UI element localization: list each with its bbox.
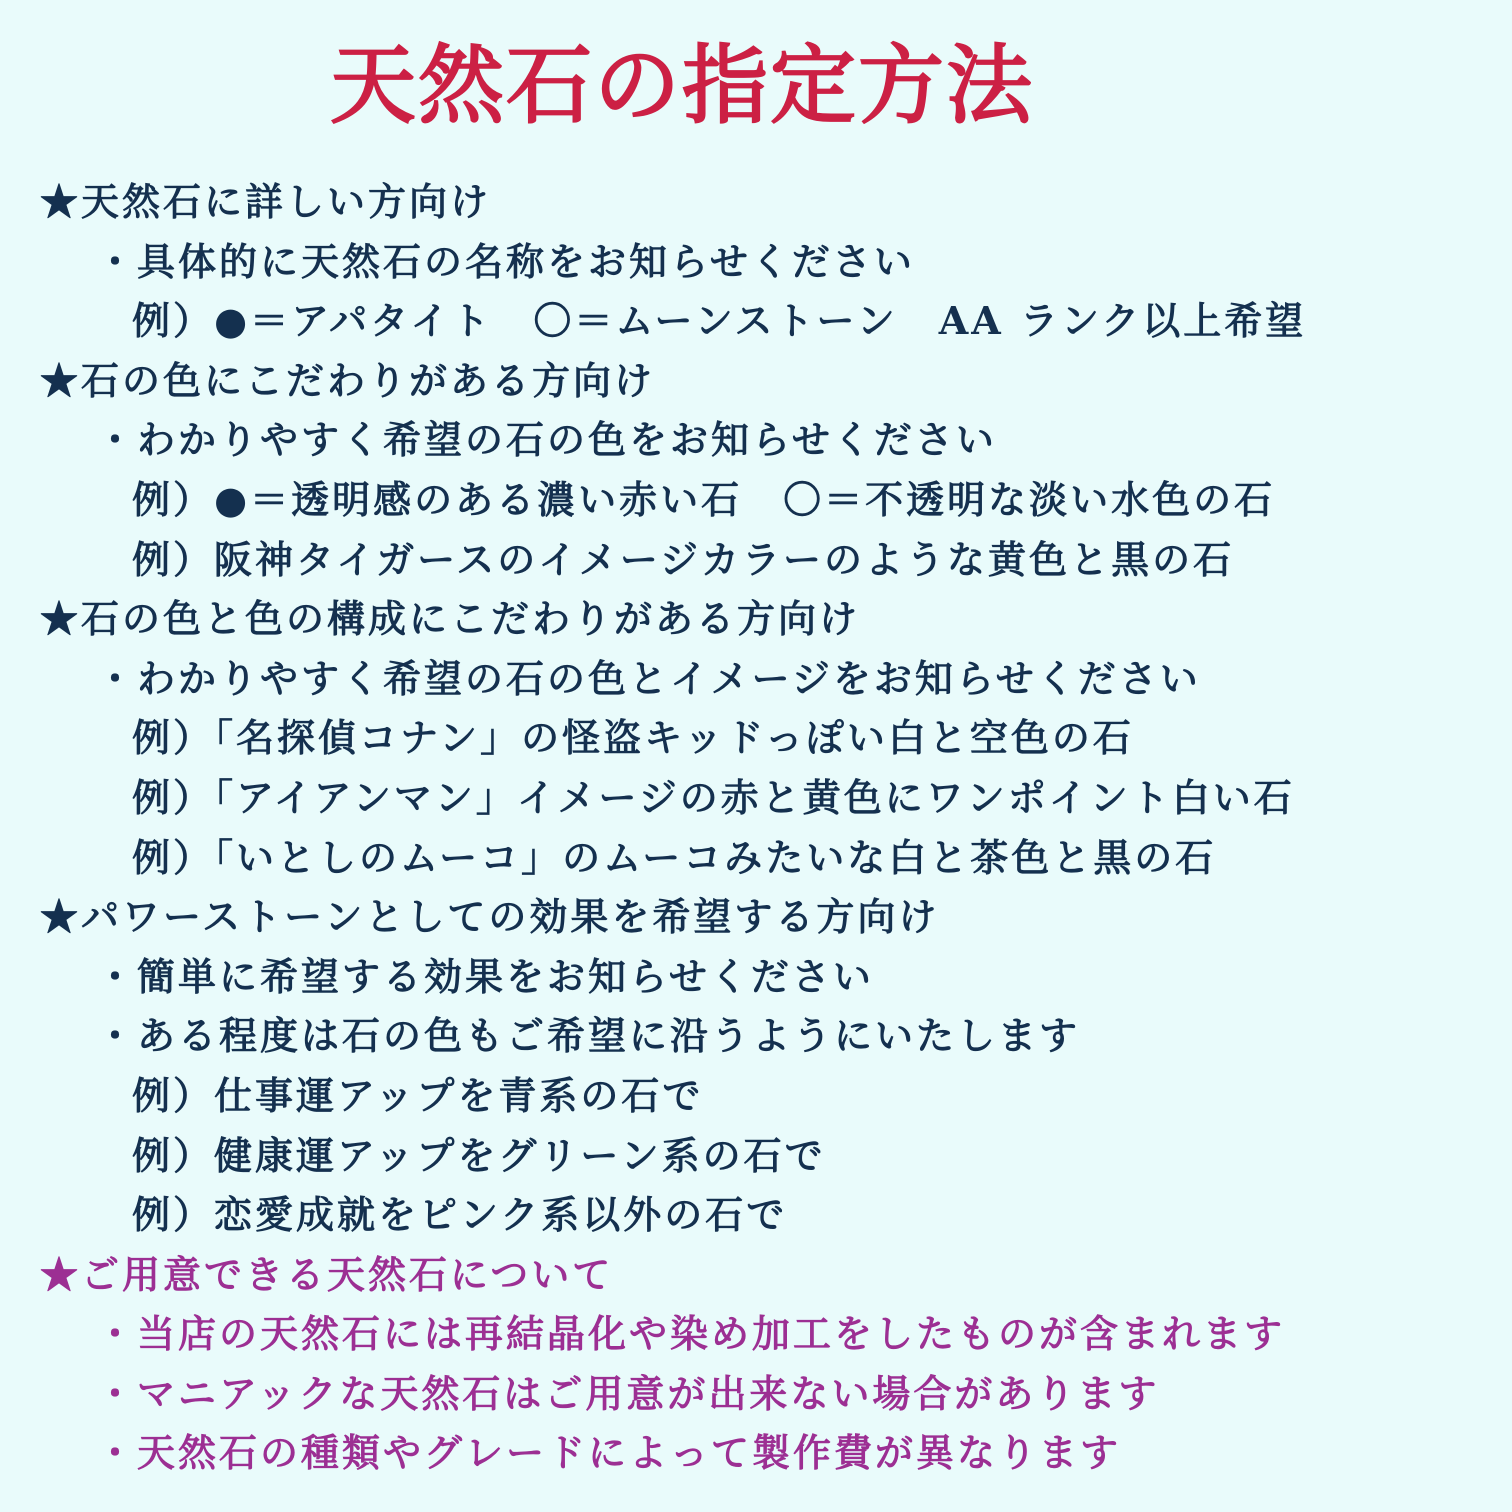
bullet-item: ・わかりやすく希望の石の色とイメージをお知らせください: [96, 655, 1201, 701]
content: [40, 172, 1492, 1483]
section-heading-availability: ★ご用意できる天然石について: [40, 1251, 614, 1297]
section-heading-color-composition: ★石の色と色の構成にこだわりがある方向け: [40, 596, 861, 642]
example-item: 例）「いとしのムーコ」のムーコみたいな白と茶色と黒の石: [132, 834, 1217, 880]
bullet-item: ・天然石の種類やグレードによって製作費が異なります: [96, 1430, 1122, 1476]
example-item: 例）阪神タイガースのイメージカラーのような黄色と黒の石: [132, 536, 1235, 582]
bullet-item: ・マニアックな天然石はご用意が出来ない場合があります: [96, 1370, 1160, 1416]
example-item: 例）「アイアンマン」イメージの赤と黄色にワンポイント白い石: [132, 774, 1295, 820]
bullet-item: ・ある程度は石の色もご希望に沿うようにいたします: [96, 1013, 1081, 1059]
example-item: 例）健康運アップをグリーン系の石で: [132, 1132, 826, 1178]
bullet-item: ・当店の天然石には再結晶化や染め加工をしたものが含まれます: [96, 1311, 1286, 1357]
section-heading-power-stone: ★パワーストーンとしての効果を希望する方向け: [40, 894, 940, 940]
example-item: 例）●＝透明感のある濃い赤い石 〇＝不透明な淡い水色の石: [132, 476, 1276, 522]
example-item: 例）恋愛成就をピンク系以外の石で: [132, 1192, 788, 1238]
example-item: 例）仕事運アップを青系の石で: [132, 1072, 704, 1118]
bullet-item: ・具体的に天然石の名称をお知らせください: [96, 238, 915, 284]
page-title: 天然石の指定方法: [330, 36, 1034, 136]
example-item: 例）「名探偵コナン」の怪盗キッドっぽい白と空色の石: [132, 715, 1134, 761]
bullet-item: ・簡単に希望する効果をお知らせください: [96, 953, 874, 999]
section-heading-experts: ★天然石に詳しい方向け: [40, 179, 492, 224]
section-heading-color: ★石の色にこだわりがある方向け: [40, 357, 656, 403]
example-item: 例）●＝アパタイト 〇＝ムーンストーン AA ランク以上希望: [132, 298, 1307, 344]
bullet-item: ・わかりやすく希望の石の色をお知らせください: [96, 417, 997, 463]
